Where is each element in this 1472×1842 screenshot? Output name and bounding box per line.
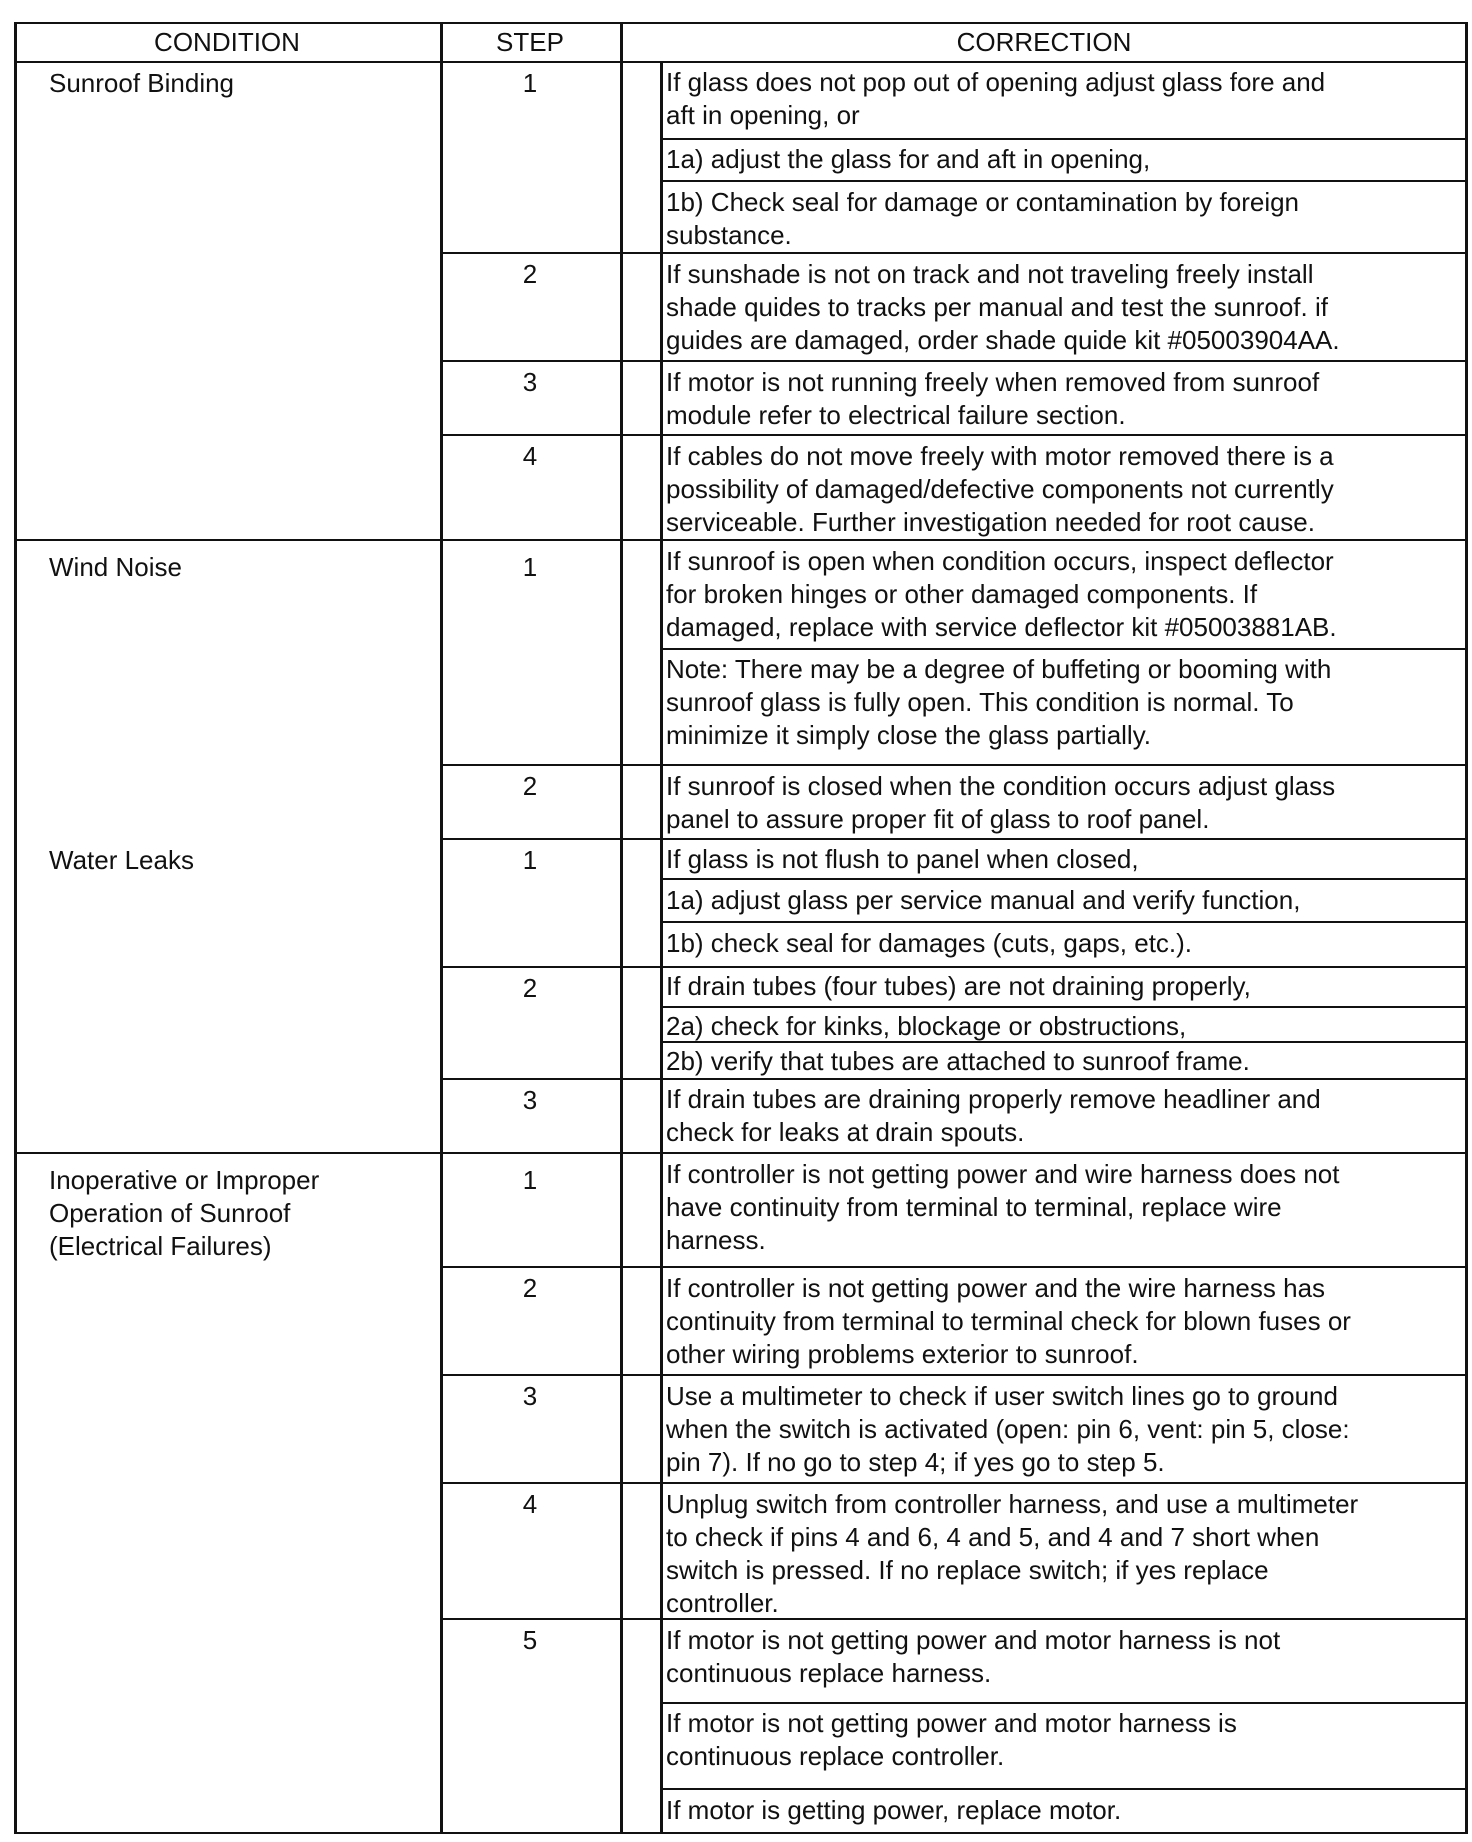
correction-text: If controller is not getting power and the wire harness has continuity from terminal to terminal check for blown fuses or other wiring problems exterior to sunroof. xyxy=(666,1273,1351,1369)
column-divider-step xyxy=(440,22,443,1834)
step-number: 2 xyxy=(522,771,538,801)
correction-text: 1b) Check seal for damage or contamination by foreign substance. xyxy=(666,187,1300,250)
step-rule xyxy=(440,252,1468,254)
step-rule xyxy=(440,966,1468,968)
condition-electrical-failures: Inoperative or Improper Operation of Sunroof (Electrical Failures) xyxy=(49,1165,320,1261)
correction-text: Unplug switch from controller harness, and use a multimeter to check if pins 4 and 6, 4 and 5, and 4 and 7 short when switch is pressed. If no replace switch; if yes replace controller. xyxy=(666,1489,1359,1618)
sub-row-rule xyxy=(660,1788,1468,1790)
step-rule xyxy=(440,1374,1468,1376)
condition-group-rule xyxy=(14,539,1468,541)
header-step: STEP xyxy=(496,27,564,57)
step-number: 3 xyxy=(522,1381,538,1411)
correction-text: If sunshade is not on track and not traveling freely install shade quides to tracks per manual and test the sunroof. if guides are damaged, order shade quide kit #05003904AA. xyxy=(666,259,1340,355)
correction-text: If motor is not getting power and motor harness is continuous replace controller. xyxy=(666,1708,1237,1771)
header-correction: CORRECTION xyxy=(956,27,1132,57)
sub-row-rule xyxy=(660,138,1468,140)
column-divider-correction-inner xyxy=(660,61,663,1834)
step-number: 1 xyxy=(522,552,538,582)
correction-text: If motor is not getting power and motor harness is not continuous replace harness. xyxy=(666,1625,1281,1688)
condition-water-leaks: Water Leaks xyxy=(49,845,194,875)
step-number: 1 xyxy=(522,845,538,875)
correction-text: 2a) check for kinks, blockage or obstructions, xyxy=(666,1011,1187,1041)
correction-text: 1a) adjust the glass for and aft in opening, xyxy=(666,144,1151,174)
step-number: 1 xyxy=(522,68,538,98)
step-number: 1 xyxy=(522,1165,538,1195)
step-number: 4 xyxy=(522,441,538,471)
troubleshooting-table xyxy=(14,22,1468,1834)
step-number: 2 xyxy=(522,1273,538,1303)
correction-text: If motor is not running freely when removed from sunroof module refer to electrical failure section. xyxy=(666,367,1320,430)
correction-text: Note: There may be a degree of buffeting or booming with sunroof glass is fully open. This condition is normal. To minimize it simply close the glass partially. xyxy=(666,654,1332,750)
sub-row-rule xyxy=(660,878,1468,880)
header-condition: CONDITION xyxy=(154,27,300,57)
table-border-right xyxy=(1465,22,1468,1834)
column-divider-correction xyxy=(620,22,623,1834)
step-rule xyxy=(440,434,1468,436)
correction-text: 1a) adjust glass per service manual and verify function, xyxy=(666,885,1301,915)
correction-text: If motor is getting power, replace motor. xyxy=(666,1795,1122,1825)
step-rule xyxy=(440,1482,1468,1484)
condition-wind-noise: Wind Noise xyxy=(49,552,182,582)
sub-row-rule xyxy=(660,180,1468,182)
correction-text: Use a multimeter to check if user switch lines go to ground when the switch is activated (open: pin 6, vent: pin 5, close: pin 7). If no go to step 4; if yes go to step 5. xyxy=(666,1381,1350,1477)
table-border-top xyxy=(14,22,1468,24)
step-number: 4 xyxy=(522,1489,538,1519)
correction-text: If drain tubes (four tubes) are not draining properly, xyxy=(666,971,1251,1001)
correction-text: If glass does not pop out of opening adjust glass fore and aft in opening, or xyxy=(666,67,1326,130)
table-border-left xyxy=(14,22,17,1834)
step-number: 2 xyxy=(522,259,538,289)
sub-row-rule xyxy=(660,921,1468,923)
step-number: 2 xyxy=(522,973,538,1003)
step-rule xyxy=(440,1078,1468,1080)
header-bottom-rule xyxy=(14,61,1468,63)
step-number: 5 xyxy=(522,1625,538,1655)
correction-text: If cables do not move freely with motor removed there is a possibility of damaged/defective components not currently serviceable. Further investigation needed for root cause. xyxy=(666,441,1334,537)
sub-row-rule xyxy=(660,648,1468,650)
correction-text: If glass is not flush to panel when closed, xyxy=(666,844,1139,874)
step-rule xyxy=(440,764,1468,766)
sub-row-rule xyxy=(660,1702,1468,1704)
step-rule xyxy=(440,838,1468,840)
step-rule xyxy=(440,360,1468,362)
condition-group-rule xyxy=(14,1152,1468,1154)
correction-text: If controller is not getting power and wire harness does not have continuity from terminal to terminal, replace wire harness. xyxy=(666,1159,1340,1255)
sub-row-rule xyxy=(660,1006,1468,1008)
step-number: 3 xyxy=(522,1085,538,1115)
step-number: 3 xyxy=(522,367,538,397)
correction-text: If sunroof is open when condition occurs, inspect deflector for broken hinges or other damaged components. If damaged, replace with service deflector kit #05003881AB. xyxy=(666,546,1337,642)
condition-sunroof-binding: Sunroof Binding xyxy=(49,68,235,98)
step-rule xyxy=(440,1266,1468,1268)
correction-text: If drain tubes are draining properly remove headliner and check for leaks at drain spouts. xyxy=(666,1084,1321,1147)
correction-text: 2b) verify that tubes are attached to sunroof frame. xyxy=(666,1046,1250,1076)
table-border-bottom xyxy=(14,1832,1468,1834)
correction-text: If sunroof is closed when the condition occurs adjust glass panel to assure proper fit of glass to roof panel. xyxy=(666,771,1336,834)
correction-text: 1b) check seal for damages (cuts, gaps, etc.). xyxy=(666,928,1193,958)
